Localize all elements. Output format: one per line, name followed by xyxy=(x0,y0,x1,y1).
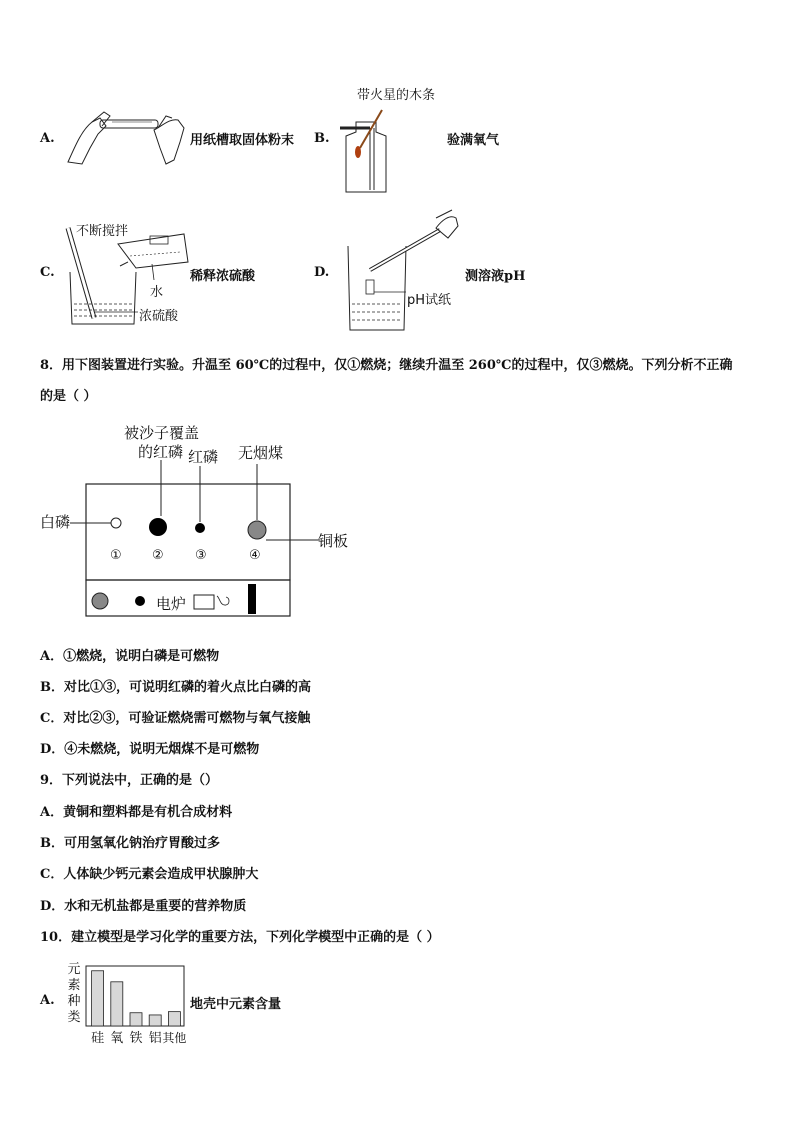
q8-option-a: A．①燃烧，说明白磷是可燃物 xyxy=(40,649,220,664)
q9-option-a: A．黄铜和塑料都是有机合成材料 xyxy=(40,805,233,820)
conc-acid-label: 浓硫酸 xyxy=(139,309,179,324)
gas-bottle-illustration xyxy=(336,106,394,196)
x-tick-label-0: 硅 xyxy=(91,1031,105,1046)
red-phosphorus-label: 红磷 xyxy=(188,448,219,466)
q10-option-a-letter: A. xyxy=(40,993,55,1008)
bar-3 xyxy=(149,1015,161,1026)
option-c-letter: C. xyxy=(40,265,55,280)
x-tick-label-1: 氧 xyxy=(110,1031,124,1046)
covered-red-phosphorus-label-2: 的红磷 xyxy=(138,443,184,461)
option-c-caption: 稀释浓硫酸 xyxy=(190,269,256,284)
white-phosphorus-label: 白磷 xyxy=(40,513,71,531)
x-tick-label-4: 其他 xyxy=(162,1031,187,1045)
q8-stem-line2: 的是（ ） xyxy=(40,389,97,404)
x-tick-label-3: 铝 xyxy=(148,1031,162,1046)
option-d-letter: D. xyxy=(314,265,330,280)
bar-0 xyxy=(92,971,104,1026)
option-a-letter: A. xyxy=(40,131,55,146)
q8-stem-line1: 8．用下图装置进行实验。升温至 60℃的过程中，仅①燃烧；继续升温至 260℃的过程中，仅③燃烧。下列分析不正确 xyxy=(40,358,733,373)
q10-option-a-caption: 地壳中元素含量 xyxy=(190,997,282,1012)
covered-red-phosphorus-label-1: 被沙子覆盖 xyxy=(124,424,200,442)
position-2: ② xyxy=(152,548,164,563)
ph-test-illustration xyxy=(340,208,462,334)
q8-option-d: D．④未燃烧，说明无烟煤不是可燃物 xyxy=(40,742,260,757)
option-a-caption: 用纸槽取固体粉末 xyxy=(190,133,295,148)
q9-option-b: B．可用氢氧化钠治疗胃酸过多 xyxy=(40,836,220,851)
bar-1 xyxy=(111,982,123,1026)
paper-trough-illustration xyxy=(62,108,190,168)
q9-option-c: C．人体缺少钙元素会造成甲状腺肿大 xyxy=(40,867,259,882)
q8-option-b: B．对比①③，可说明红磷的着火点比白磷的高 xyxy=(40,680,311,695)
q9-option-d: D．水和无机盐都是重要的营养物质 xyxy=(40,899,247,914)
bar-4 xyxy=(168,1012,180,1026)
combustion-apparatus-diagram xyxy=(70,460,320,622)
position-4: ④ xyxy=(249,548,261,563)
water-label: 水 xyxy=(150,285,164,300)
stir-label: 不断搅拌 xyxy=(76,224,129,239)
chart-ylabel: 元 素 种 类 xyxy=(67,962,81,1025)
ph-paper-label: pH试纸 xyxy=(407,293,452,308)
position-3: ③ xyxy=(195,548,207,563)
q8-option-c: C．对比②③，可验证燃烧需可燃物与氧气接触 xyxy=(40,711,311,726)
option-b-caption: 验满氧气 xyxy=(447,133,500,148)
position-1: ① xyxy=(110,548,122,563)
x-tick-label-2: 铁 xyxy=(129,1031,143,1046)
glowing-splint-label: 带火星的木条 xyxy=(357,88,436,103)
anthracite-label: 无烟煤 xyxy=(238,444,284,462)
q10-stem: 10．建立模型是学习化学的重要方法，下列化学模型中正确的是（ ） xyxy=(40,930,440,945)
crust-element-bar-chart xyxy=(82,962,188,1048)
q9-stem: 9．下列说法中，正确的是（） xyxy=(40,773,219,788)
electric-stove-label: 电炉 xyxy=(156,595,187,613)
bar-2 xyxy=(130,1013,142,1026)
copper-plate-label: 铜板 xyxy=(318,532,349,550)
option-b-letter: B. xyxy=(314,131,330,146)
option-d-caption: 测溶液pH xyxy=(465,269,526,284)
